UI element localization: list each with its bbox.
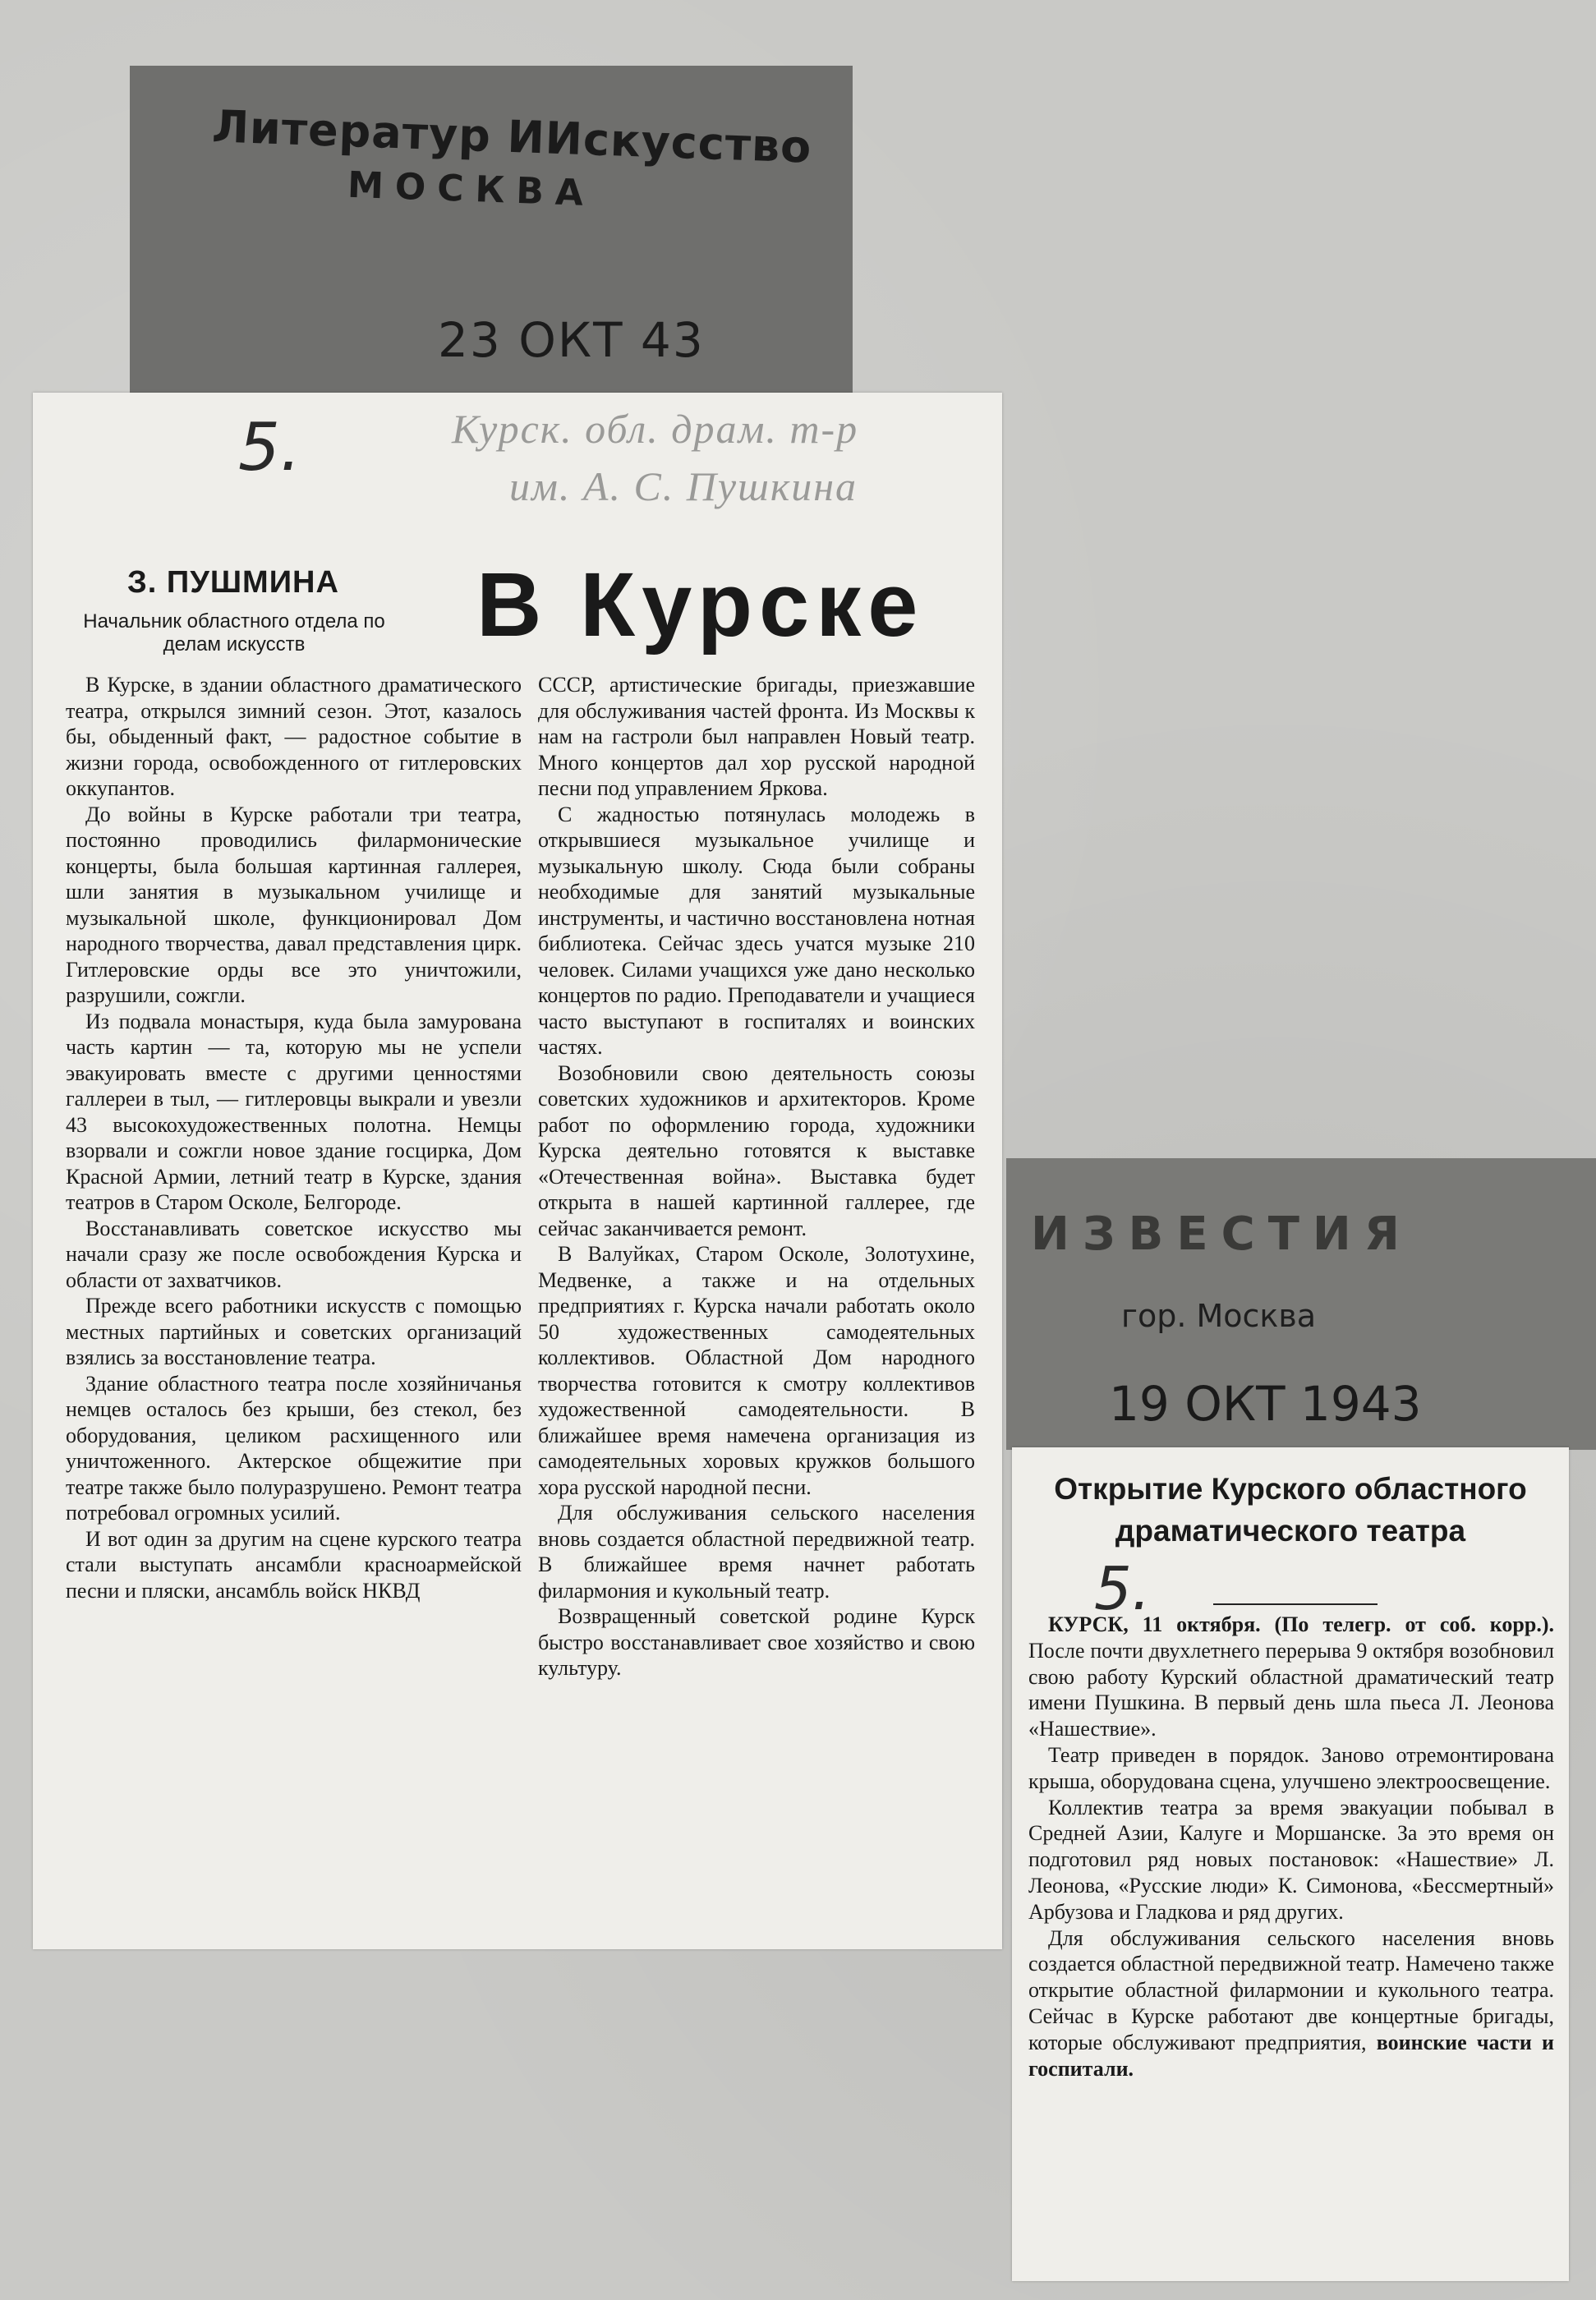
author-position: Начальник областного отдела по делам искусств bbox=[83, 610, 385, 656]
paragraph: Возобновили свою деятельность союзы советских художников и архитекторов. Кроме работ по оформлению города, художники Курска деятельно готовятся к выставке «Отечественная война». Выставка будет открыта в нашей картинной галлерее, где сейчас заканчивается ремонт. bbox=[538, 1060, 975, 1240]
article-headline: Открытие Курского областного драматического театра bbox=[1054, 1472, 1527, 1548]
stamp-city: МОСКВА bbox=[347, 163, 596, 215]
paragraph: И вот один за другим на сцене курского театра стали выступать ансамбли красноармейской песни и пляски, ансамбль войск НКВД bbox=[66, 1526, 522, 1603]
article-clipping-theatre-opening bbox=[1012, 1447, 1569, 2281]
paragraph: Театр приведен в порядок. Заново отремонтирована крыша, оборудована сцена, улучшено электроосвещение. bbox=[1028, 1742, 1554, 1793]
paragraph: Восстанавливать советское искусство мы начали сразу же после освобождения Курска и области от захватчиков. bbox=[66, 1216, 522, 1292]
paragraph-text: Для обслуживания сельского населения вновь создается областной передвижной театр. Намечено также открытие областной филармонии и кукольного театра. Сейчас в Курске работают две концертные бригады, которые обслуживают предприятия, bbox=[1028, 1925, 1554, 2054]
paragraph: Для обслуживания сельского населения вновь создается областной передвижной театр. В ближайшее время начнет работать филармония и кукольный театр. bbox=[538, 1501, 975, 1603]
handwritten-number: 5. bbox=[1094, 1554, 1151, 1623]
handwritten-number: 5. bbox=[238, 409, 301, 485]
article-column-2 bbox=[538, 672, 975, 1681]
paragraph-text: После почти двухлетнего перерыва 9 октября возобновил свою работу Курский областной драматический театр имени Пушкина. В первый день шла пьеса Л. Леонова «Нашествие». bbox=[1028, 1638, 1554, 1741]
article-author: З. ПУШМИНА bbox=[127, 565, 339, 600]
paragraph: Из подвала монастыря, куда была замурована часть картин — та, которую мы не успели эвакуировать вместе с другими ценностями галлереи в тыл, — гитлеровцы выкрали и увезли 43 высокохудожественных полотна. Немцы взорвали и сожгли новое здание госцирка, Дом Красной Армии, летний театр в Курске, здания театров в Старом Осколе, Белгороде. bbox=[66, 1009, 522, 1214]
stamp-publication: Литератур ИИскусство bbox=[211, 100, 813, 173]
stamp-date: 19 ОКТ 1943 bbox=[1109, 1376, 1422, 1432]
paragraph: С жадностью потянулась молодежь в открывшиеся музыкальное училище и музыкальную школу. Сюда были собраны необходимые для занятий музыкальные инструменты, и частично восстановлена нотная библиотека. Сейчас здесь учатся музыке 210 человек. Силами учащихся уже дано несколько концертов по радио. Преподаватели и учащиеся часто выступают в госпиталях и воинских частях. bbox=[538, 802, 975, 1059]
divider bbox=[1213, 1603, 1378, 1605]
article-clipping-v-kurske bbox=[33, 393, 1002, 1949]
paragraph: В Валуйках, Старом Осколе, Золотухине, Медвенке, а также и на отдельных предприятиях г. Курска начали работать около 50 художественных самодеятельных коллективов. Областной Дом народного творчества готовится к смотру коллективов художественной самодеятельности. В ближайшее время намечена организация из самодеятельных хоровых кружков большого хора русской народной песни. bbox=[538, 1242, 975, 1499]
paragraph: В Курске, в здании областного драматического театра, открылся зимний сезон. Этот, казалось бы, обыденный факт, — радостное событие в жизни города, освобожденного от гитлеровских оккупантов. bbox=[66, 673, 522, 800]
article-column-1 bbox=[66, 672, 522, 1603]
paragraph: Прежде всего работники искусств с помощью местных партийных и советских организаций взялись за восстановление театра. bbox=[66, 1294, 522, 1369]
article-body bbox=[1028, 1612, 1554, 2082]
article-headline: В Курске bbox=[476, 554, 925, 656]
dateline: КУРСК, 11 октября. (По телегр. от соб. корр.). bbox=[1048, 1612, 1554, 1636]
stamp-date: 23 ОКТ 43 bbox=[438, 312, 705, 368]
paragraph: До войны в Курске работали три театра, постоянно проводились филармонические концерты, была большая картинная галлерея, шли занятия в музыкальном училище и музыкальной школе, функционировал Дом народного творчества, давал представления цирк. Гитлеровские орды все это уничтожили, разрушили, сожгли. bbox=[66, 802, 522, 1007]
paragraph: Здание областного театра после хозяйничанья немцев осталось без крыши, без стекол, без оборудования, целиком расхищенного или уничтоженного. Актерское общежитие при театре также было полуразрушено. Ремонт театра потребовал огромных усилий. bbox=[66, 1371, 522, 1525]
stamp-city: гор. Москва bbox=[1121, 1298, 1317, 1334]
paragraph-tail: воинские части и госпитали. bbox=[1028, 2030, 1555, 2081]
handwritten-note-line2: им. А. С. Пушкина bbox=[509, 463, 858, 509]
handwritten-note: Курск. обл. драм. т-р bbox=[452, 406, 859, 452]
stamp-publication: ИЗВЕСТИЯ bbox=[1031, 1208, 1413, 1261]
paragraph: Возвращенный советской родине Курск быстро восстанавливает свое хозяйство и свою культуру. bbox=[538, 1604, 975, 1680]
paragraph: СССР, артистические бригады, приезжавшие для обслуживания частей фронта. Из Москвы к нам на гастроли был направлен Новый театр. Много концертов дал хор русской народной песни под управлением Яркова. bbox=[538, 673, 975, 800]
newspaper-stamp-izvestia bbox=[1006, 1158, 1596, 1450]
newspaper-stamp-literatura bbox=[130, 66, 853, 394]
paragraph: Коллектив театра за время эвакуации побывал в Средней Азии, Калуге и Моршанске. За это время он подготовил ряд новых постановок: «Нашествие» Л. Леонова, «Русские люди» К. Симонова, «Бессмертный» Арбузова и Гладкова и ряд других. bbox=[1028, 1795, 1554, 1924]
